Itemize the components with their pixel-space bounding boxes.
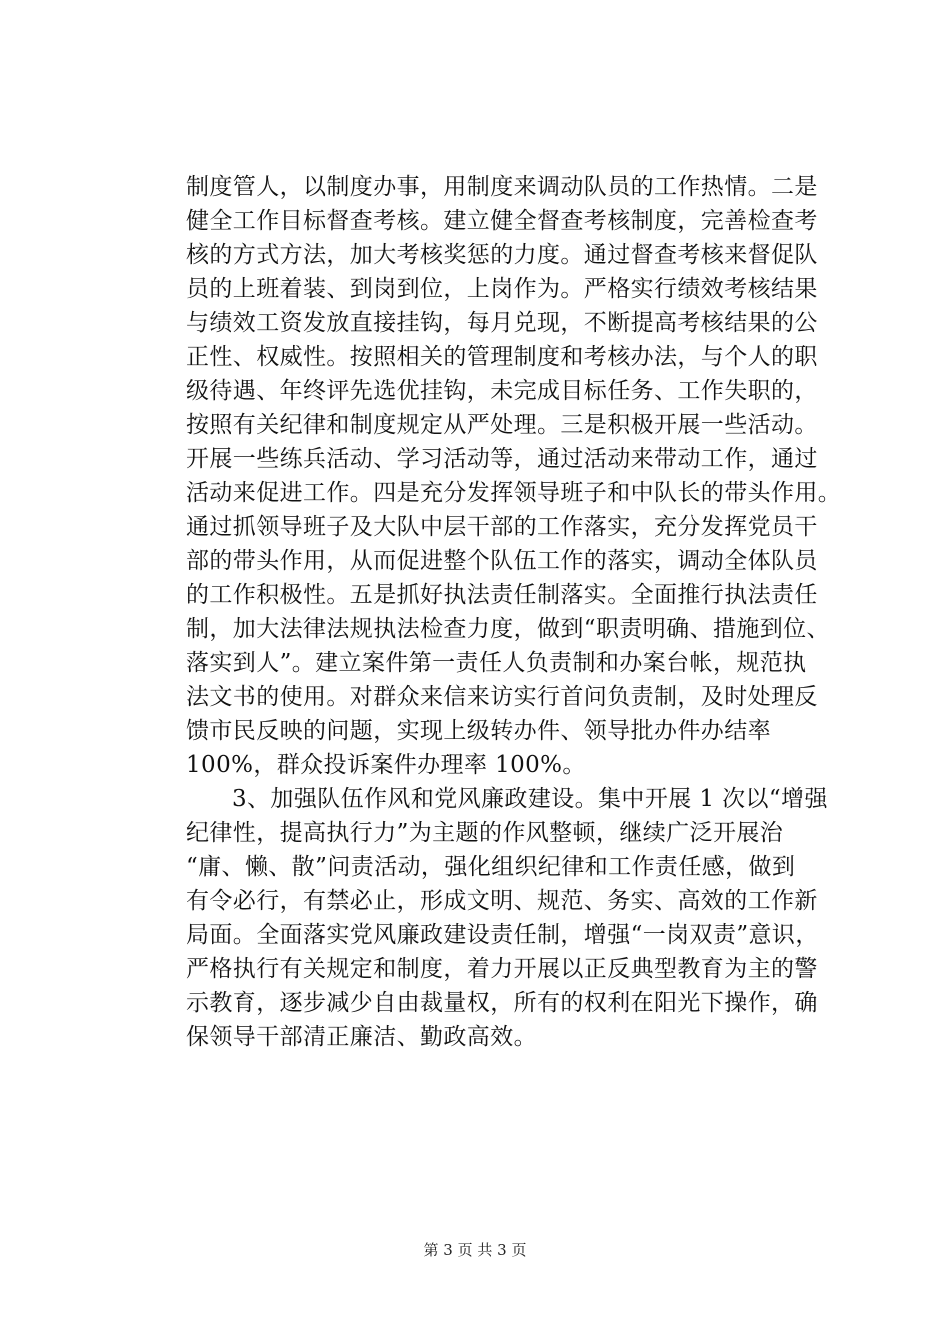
text-line: 示教育，逐步减少自由裁量权，所有的权利在阳光下操作，确 [186, 990, 818, 1016]
text-line: 制，加大法律法规执法检查力度，做到“职责明确、措施到位、 [186, 616, 830, 642]
page-number-footer: 第 3 页 共 3 页 [423, 1241, 527, 1259]
text-line: 落实到人”。建立案件第一责任人负责制和办案台帐，规范执 [186, 650, 807, 676]
text-line: 与绩效工资发放直接挂钩，每月兑现，不断提高考核结果的公 [186, 310, 818, 336]
text-line: 制度管人，以制度办事，用制度来调动队员的工作热情。二是 [186, 174, 818, 200]
body-text [186, 170, 842, 1054]
text-line: 局面。全面落实党风廉政建设责任制，增强“一岗双责”意识， [186, 922, 819, 948]
text-line: 核的方式方法，加大考核奖惩的力度。通过督查考核来督促队 [186, 242, 818, 268]
section-heading-line: 3、加强队伍作风和党风廉政建设。集中开展 1 次以“增强 [232, 786, 828, 812]
text-line: 正性、权威性。按照相关的管理制度和考核办法，与个人的职 [186, 344, 818, 370]
text-line: 级待遇、年终评先选优挂钩，未完成目标任务、工作失职的， [186, 378, 818, 404]
text-line: 的工作积极性。五是抓好执法责任制落实。全面推行执法责任 [186, 582, 818, 608]
text-line: 通过抓领导班子及大队中层干部的工作落实，充分发挥党员干 [186, 514, 818, 540]
text-line: 严格执行有关规定和制度，着力开展以正反典型教育为主的警 [186, 956, 818, 982]
text-line: 纪律性，提高执行力”为主题的作风整顿，继续广泛开展治 [186, 820, 784, 846]
text-line: 有令必行，有禁必止，形成文明、规范、务实、高效的工作新 [186, 888, 818, 914]
text-line: 员的上班着装、到岗到位，上岗作为。严格实行绩效考核结果 [186, 276, 818, 302]
text-line: 100%，群众投诉案件办理率 100%。 [186, 752, 586, 778]
text-line: 按照有关纪律和制度规定从严处理。三是积极开展一些活动。 [186, 412, 818, 438]
text-line: 活动来促进工作。四是充分发挥领导班子和中队长的带头作用。 [186, 480, 842, 506]
text-line: 馈市民反映的问题，实现上级转办件、领导批办件办结率 [186, 718, 771, 744]
text-line: 保领导干部清正廉洁、勤政高效。 [186, 1024, 537, 1050]
text-line: 部的带头作用，从而促进整个队伍工作的落实，调动全体队员 [186, 548, 818, 574]
text-line: 健全工作目标督查考核。建立健全督查考核制度，完善检查考 [186, 208, 818, 234]
text-line: “庸、懒、散”问责活动，强化组织纪律和工作责任感，做到 [186, 854, 796, 880]
text-line: 开展一些练兵活动、学习活动等，通过活动来带动工作，通过 [186, 446, 818, 472]
text-line: 法文书的使用。对群众来信来访实行首问负责制，及时处理反 [186, 684, 818, 710]
